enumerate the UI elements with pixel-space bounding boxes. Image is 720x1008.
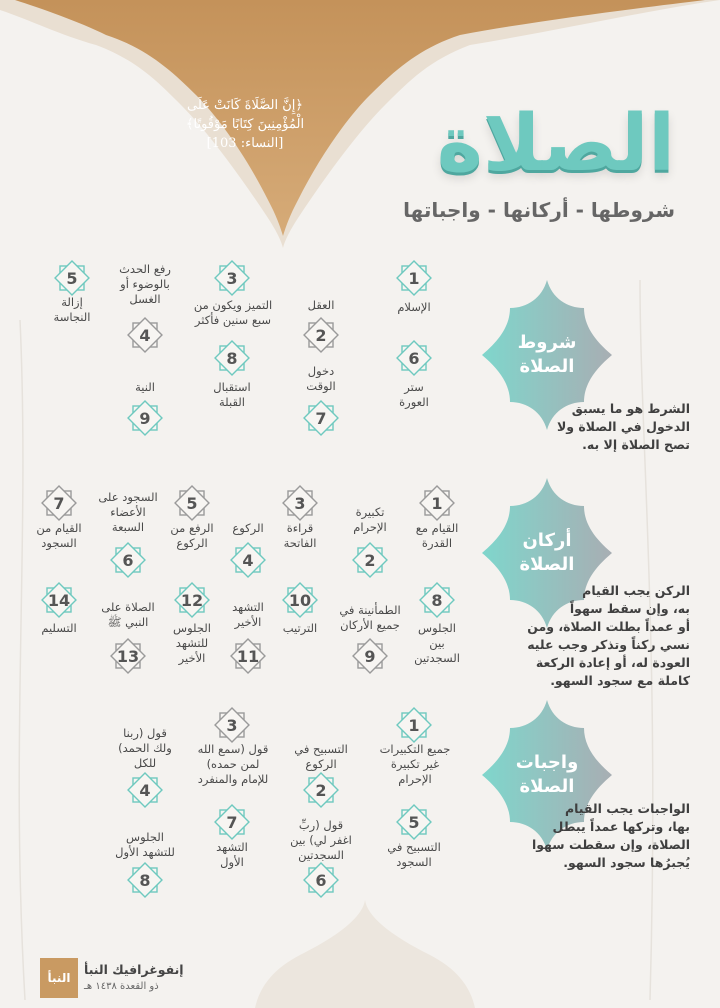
item-number: 11 (236, 646, 260, 666)
footer-publisher-name: إنفوغرافيك النبأ (84, 962, 184, 977)
item-number-badge (417, 580, 457, 620)
item-label: الجلوس للتشهد الأخير (173, 621, 211, 665)
item-number: 3 (226, 715, 238, 735)
item-number: 5 (66, 268, 78, 288)
item-label: الركوع (232, 521, 264, 535)
item-label: العقل (307, 298, 335, 312)
item-number: 4 (139, 780, 151, 800)
item-label: التشهد الأول (216, 840, 248, 869)
item-number: 1 (408, 268, 420, 288)
item-number: 7 (53, 493, 65, 513)
item-label: التسليم (41, 621, 77, 635)
section-description-shurut: الشرط هو ما يسبق الدخول في الصلاة ولا تصح الصلاة إلا به. (556, 401, 690, 452)
item-number: 5 (186, 493, 198, 513)
item-number-badge (125, 315, 165, 355)
item-number-badge (350, 636, 390, 676)
item-number-badge (39, 483, 79, 523)
item-label: القيام مع القدرة (415, 521, 459, 550)
item-number: 13 (116, 646, 140, 666)
item-number-badge (39, 580, 79, 620)
item-label: الطمأنينة في جميع الأركان (339, 603, 401, 632)
item-label: التسبيح في الركوع (294, 742, 348, 771)
item-number-badge (108, 540, 148, 580)
item-label: قول (ربِّ اغفر لي) بين السجدتين (290, 818, 352, 862)
item-number-badge (172, 483, 212, 523)
item-number: 7 (315, 408, 327, 428)
item-label: الترتيب (282, 621, 318, 635)
item-number-badge (125, 770, 165, 810)
item-number-badge (280, 483, 320, 523)
item-number-badge (350, 540, 390, 580)
item-label: ستر العورة (399, 380, 429, 409)
bottom-dome-decoration (250, 900, 480, 1008)
item-label: إزالة النجاسة (53, 295, 91, 324)
item-number-badge (172, 580, 212, 620)
item-number-badge (52, 258, 92, 298)
item-number: 7 (226, 812, 238, 832)
verse-line-2: الْمُؤْمِنِينَ كِتَابًا مَوْقُوتًا﴾ (185, 117, 305, 132)
item-label: السجود على الأعضاء السبعة (98, 490, 158, 534)
verse-reference: [النساء: 103] (206, 136, 284, 151)
item-label: دخول الوقت (306, 364, 336, 393)
section-title-shurut: شروط الصلاة (517, 332, 577, 377)
verse-line-1: ﴿إِنَّ الصَّلَاةَ كَانَتْ عَلَى (186, 98, 304, 113)
item-number: 8 (139, 870, 151, 890)
item-label: قول (سمع الله لمن حمده) للإمام والمنفرد (197, 742, 269, 786)
item-number-badge (228, 540, 268, 580)
item-number: 4 (242, 550, 254, 570)
item-label: الإسلام (397, 300, 431, 314)
item-number: 3 (294, 493, 306, 513)
item-number: 1 (408, 715, 420, 735)
item-label: استقبال القبلة (213, 380, 251, 409)
item-number: 5 (408, 812, 420, 832)
item-number-badge (394, 338, 434, 378)
item-number-badge (301, 860, 341, 900)
section-description-arkan: الركن يجب القيام به، وإن سقط سهواً أو عمداً بطلت الصلاة، ومن نسي ركناً وتذكر وجب عليه العودة له، أو إعادة الركعة كاملة مع سجود السهو. (527, 583, 690, 688)
item-number: 2 (315, 325, 327, 345)
item-number: 10 (288, 590, 312, 610)
item-number-badge (394, 802, 434, 842)
item-number: 8 (226, 348, 238, 368)
quran-verse (150, 96, 340, 153)
item-number: 6 (408, 348, 420, 368)
item-label: الجلوس بين السجدتين (414, 621, 460, 665)
item-label: النية (135, 380, 155, 394)
item-number-badge (108, 636, 148, 676)
item-number: 6 (122, 550, 134, 570)
item-label: الصلاة على النبي ﷺ (101, 600, 155, 629)
item-label: الرفع من الركوع (170, 521, 214, 550)
item-number-badge (212, 802, 252, 842)
item-number: 2 (315, 780, 327, 800)
section-title-arkan: أركان الصلاة (519, 530, 575, 575)
page-subtitle: شروطها - أركانها - واجباتها (403, 198, 675, 222)
item-label: التميز ويكون من سبع سنين فأكثر (193, 298, 273, 327)
section-description-wajibat: الواجبات يجب القيام بها، وتركها عمداً يبطل الصلاة، وإن سقطت سهوا يُجبرُها سجود السهو. (531, 801, 690, 870)
item-number-badge (301, 398, 341, 438)
item-label: التسبيح في السجود (387, 840, 441, 869)
item-number: 14 (47, 590, 71, 610)
item-number-badge (301, 315, 341, 355)
item-number-badge (394, 705, 434, 745)
item-number-badge (394, 258, 434, 298)
item-number-badge (125, 398, 165, 438)
item-number-badge (417, 483, 457, 523)
item-number: 2 (364, 550, 376, 570)
item-number: 9 (364, 646, 376, 666)
item-label: الجلوس للتشهد الأول (115, 830, 175, 859)
item-label: قول (ربنا ولك الحمد) للكل (118, 726, 172, 770)
item-label: قراءة الفاتحة (283, 521, 317, 550)
page-title: الصلاة (436, 99, 675, 189)
item-number-badge (301, 770, 341, 810)
item-number: 1 (431, 493, 443, 513)
item-label: التشهد الأخير (232, 600, 264, 629)
item-number-badge (125, 860, 165, 900)
item-number-badge (212, 338, 252, 378)
item-number: 4 (139, 325, 151, 345)
item-number: 6 (315, 870, 327, 890)
item-label: رفع الحدث بالوضوء أو الغسل (119, 262, 171, 306)
item-number-badge (212, 258, 252, 298)
item-number: 12 (180, 590, 204, 610)
item-number: 3 (226, 268, 238, 288)
item-number-badge (212, 705, 252, 745)
item-label: القيام من السجود (36, 521, 82, 550)
item-number: 8 (431, 590, 443, 610)
item-number-badge (228, 636, 268, 676)
item-label: تكبيرة الإحرام (353, 505, 387, 534)
item-number: 9 (139, 408, 151, 428)
footer-logo: النبأ (40, 958, 78, 998)
section-title-wajibat: واجبات الصلاة (515, 752, 579, 797)
item-label: جميع التكبيرات غير تكبيرة الإحرام (379, 742, 451, 786)
footer-date: ذو القعدة ١٤٣٨ هـ (84, 981, 159, 992)
